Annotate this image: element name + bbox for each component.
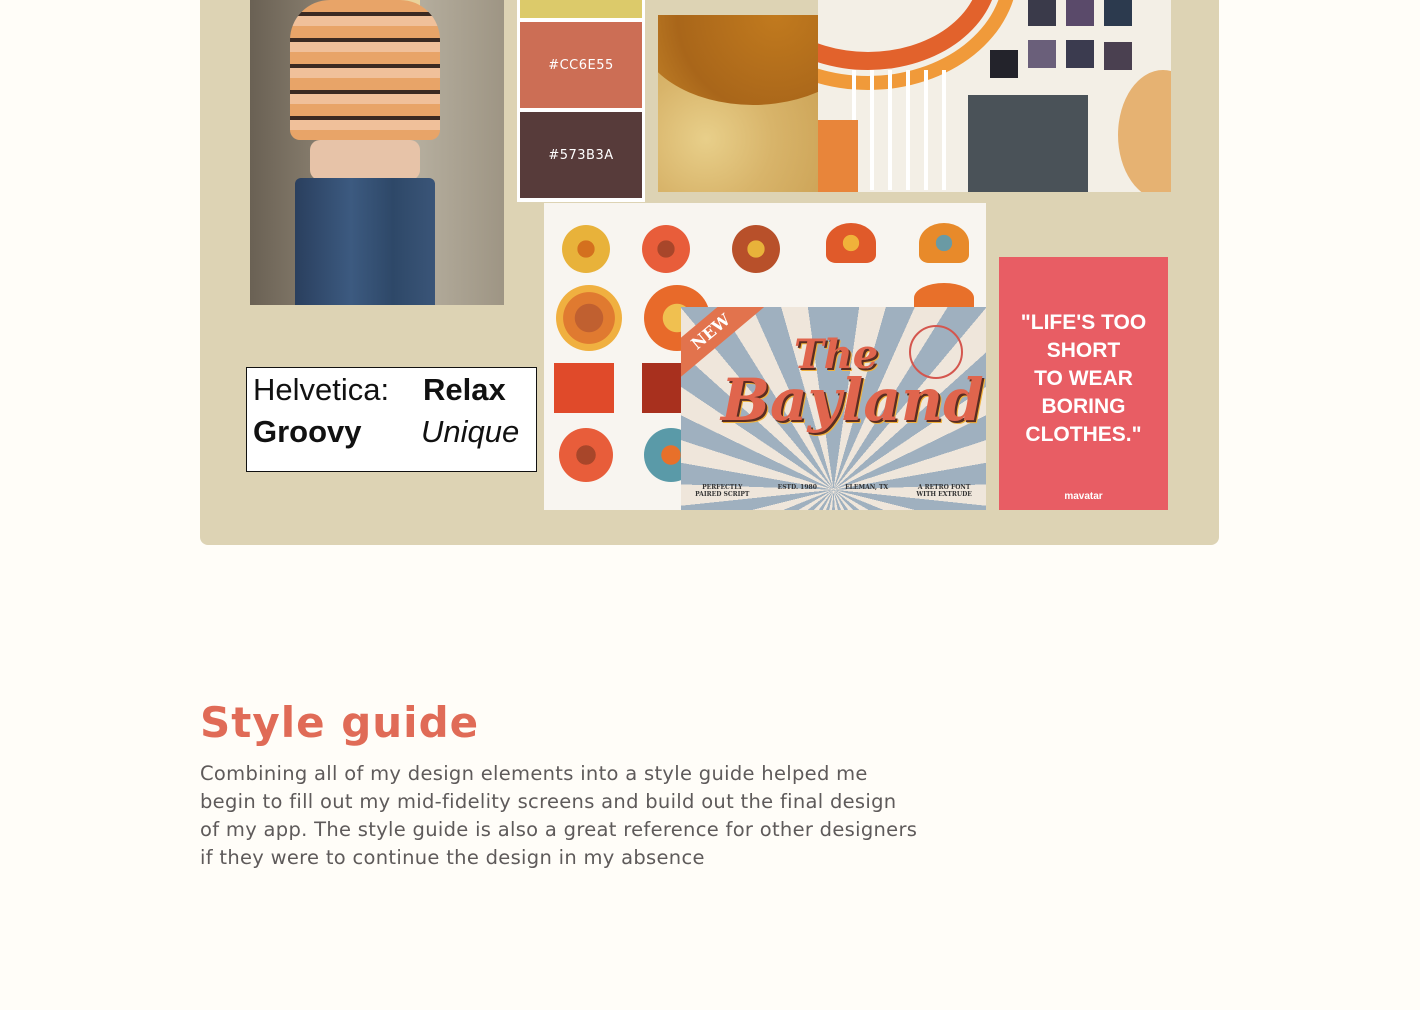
poster-footer bbox=[681, 484, 986, 498]
poster-badge: NEW bbox=[681, 307, 767, 382]
poster-stamp bbox=[909, 325, 963, 379]
texture-image bbox=[658, 15, 818, 192]
font-sample-helvetica: Helvetica: bbox=[253, 372, 390, 407]
quote-card bbox=[999, 257, 1168, 510]
poster-footer-item: PERFECTLY PAIRED SCRIPT bbox=[695, 484, 750, 498]
moodboard bbox=[200, 0, 1219, 545]
poster-footer-item: ESTD. 1980 bbox=[777, 484, 817, 491]
poster-footer-item: ELEMAN, TX bbox=[845, 484, 889, 491]
poster-footer-item: A RETRO FONT WITH EXTRUDE bbox=[916, 484, 972, 498]
section-title: Style guide bbox=[200, 698, 480, 747]
typography-card bbox=[246, 367, 537, 472]
swatch-coral: #CC6E55 bbox=[520, 22, 642, 108]
photo-retro-room bbox=[818, 0, 1171, 192]
poster-script-title: The Bayland bbox=[721, 331, 984, 434]
section-body: Combining all of my design elements into a style guide helped me begin to fill out my mid-fidelity screens and build out the final design of my app. The style guide is also a great reference for other designers if they were to continue the design in my absence bbox=[200, 762, 918, 869]
color-palette bbox=[517, 0, 645, 202]
bayland-font-poster bbox=[681, 307, 986, 510]
quote-text: "LIFE'S TOO SHORT TO WEAR BORING CLOTHES." bbox=[1020, 311, 1147, 446]
quote-brand: mavatar bbox=[1064, 491, 1103, 502]
photo-girl-striped-shirt bbox=[250, 0, 504, 305]
swatch-yellow bbox=[520, 0, 642, 18]
font-sample-groovy: Groovy bbox=[253, 414, 362, 449]
swatch-brown: #573B3A bbox=[520, 112, 642, 198]
font-sample-unique: Unique bbox=[421, 414, 520, 449]
font-sample-relax: Relax bbox=[423, 372, 506, 407]
